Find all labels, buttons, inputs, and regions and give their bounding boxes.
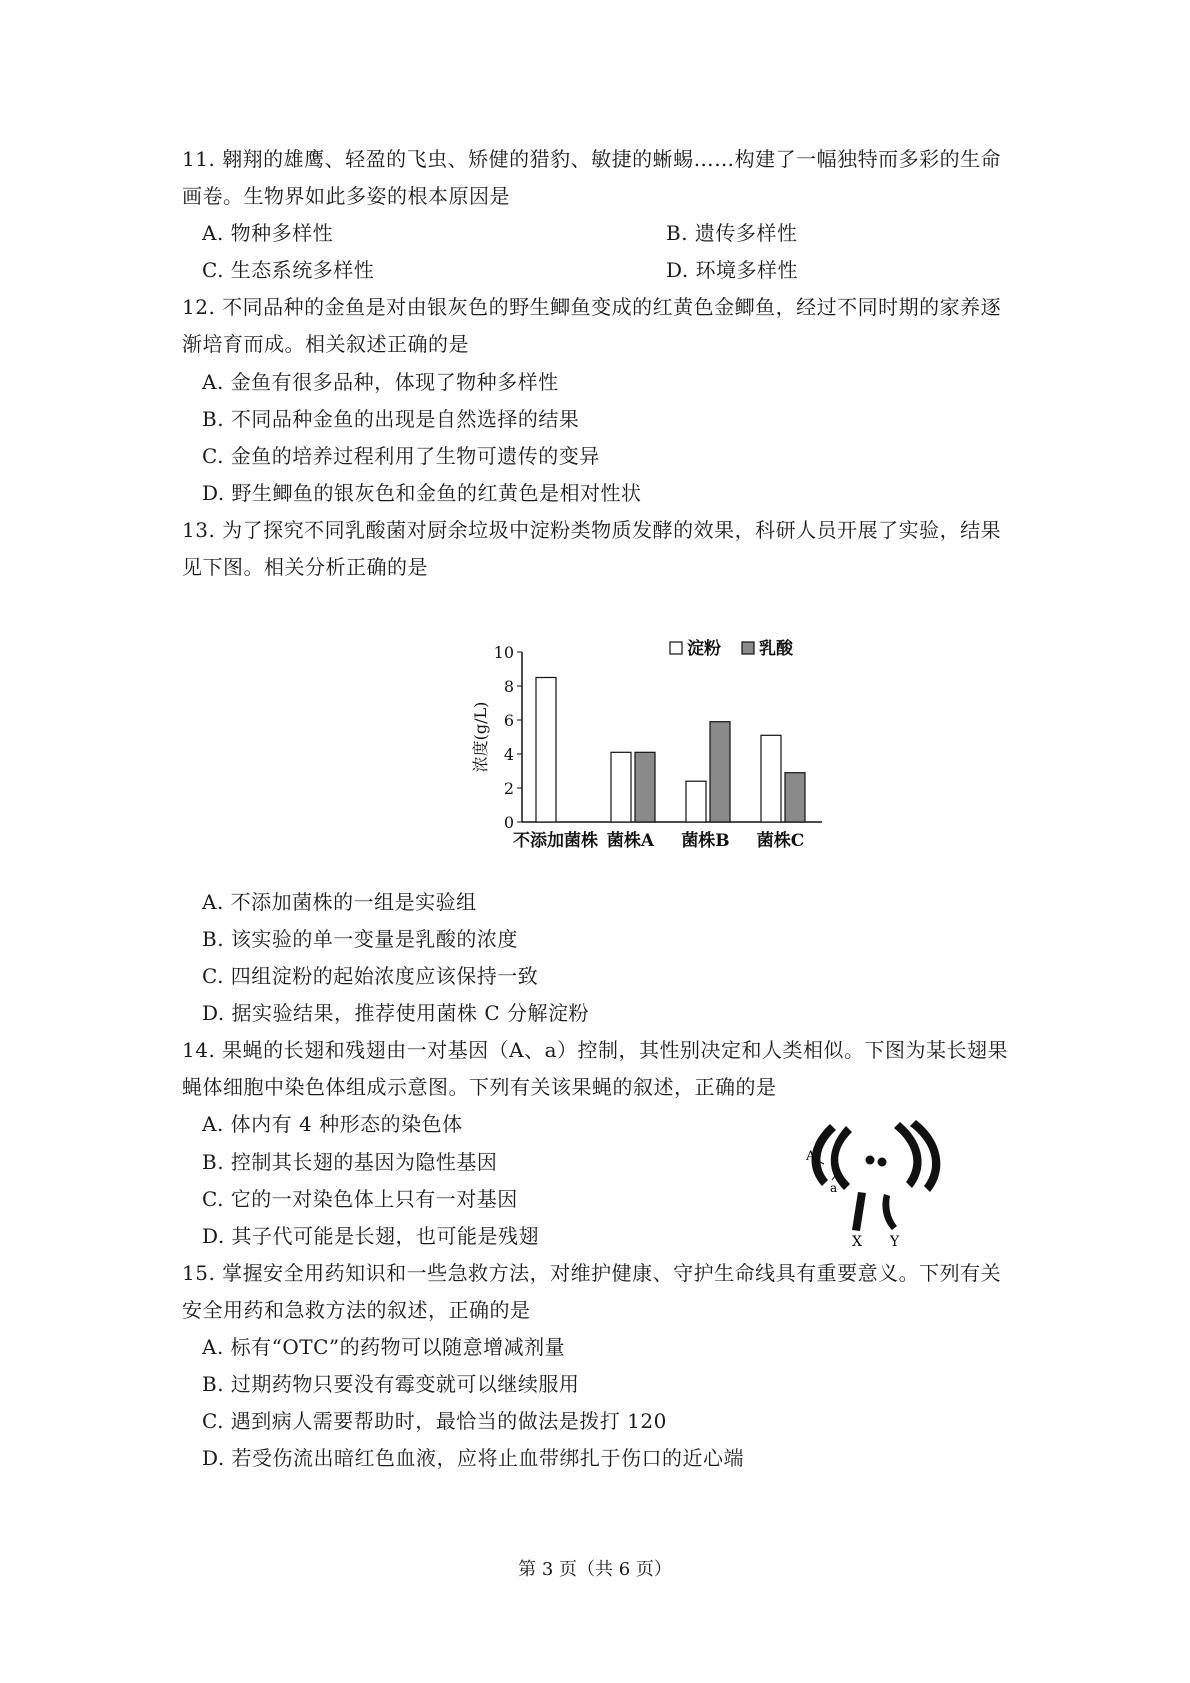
- question-14-option-a: A. 体内有 4 种形态的染色体: [202, 1112, 463, 1136]
- legend-label: 淀粉: [687, 639, 721, 659]
- question-12-option-c: C. 金鱼的培养过程利用了生物可遗传的变异: [202, 444, 600, 468]
- x-tick-label: 不添加菌株: [513, 831, 598, 851]
- y-tick-label: 6: [503, 711, 514, 730]
- bar-lactic-acid: [635, 752, 655, 822]
- chromosome-diagram: [800, 1110, 960, 1250]
- page-footer: 第 3 页（共 6 页）: [518, 1559, 672, 1580]
- question-15-stem-line-1: 15. 掌握安全用药知识和一些急救方法，对维护健康、守护生命线具有重要意义。下列有关: [182, 1261, 1002, 1285]
- question-13-stem-line-2: 见下图。相关分析正确的是: [182, 555, 428, 579]
- y-tick-label: 8: [503, 677, 514, 696]
- y-axis-label: 浓度(g/L): [471, 701, 490, 773]
- y-tick-label: 10: [493, 643, 514, 662]
- question-11-option-a: A. 物种多样性: [202, 221, 334, 245]
- question-12-option-a: A. 金鱼有很多品种，体现了物种多样性: [202, 370, 559, 394]
- chromosome-shape: [866, 1156, 875, 1165]
- question-14-option-c: C. 它的一对染色体上只有一对基因: [202, 1187, 518, 1211]
- question-15-option-d: D. 若受伤流出暗红色血液，应将止血带绑扎于伤口的近心端: [202, 1446, 745, 1470]
- question-11-option-c: C. 生态系统多样性: [202, 258, 375, 282]
- bar-chart-svg: [470, 632, 830, 862]
- question-13-stem-line-1: 13. 为了探究不同乳酸菌对厨余垃圾中淀粉类物质发酵的效果，科研人员开展了实验，结果: [182, 518, 1002, 542]
- bar-chart: [470, 632, 830, 862]
- question-12-option-d: D. 野生鲫鱼的银灰色和金鱼的红黄色是相对性状: [202, 481, 642, 505]
- x-tick-label: 菌株C: [756, 831, 805, 851]
- question-13-option-d: D. 据实验结果，推荐使用菌株 C 分解淀粉: [202, 1001, 590, 1025]
- bar-lactic-acid: [785, 773, 805, 822]
- question-14-stem-line-2: 蝇体细胞中染色体组成示意图。下列有关该果蝇的叙述，正确的是: [182, 1075, 777, 1099]
- question-13-option-b: B. 该实验的单一变量是乳酸的浓度: [202, 927, 518, 951]
- question-11-option-d: D. 环境多样性: [666, 258, 799, 282]
- chromosome-y-shape: [882, 1194, 897, 1230]
- gene-label-small-a: a: [830, 1181, 838, 1195]
- chromosome-diagram-svg: [800, 1110, 960, 1250]
- chromosome-shape: [878, 1158, 887, 1167]
- question-11-stem-line-2: 画卷。生物界如此多姿的根本原因是: [182, 184, 510, 208]
- question-14-option-b: B. 控制其长翅的基因为隐性基因: [202, 1150, 498, 1174]
- question-13-option-a: A. 不添加菌株的一组是实验组: [202, 890, 477, 914]
- bar-starch: [761, 735, 781, 822]
- y-tick-label: 0: [503, 813, 514, 832]
- legend-label: 乳酸: [759, 639, 793, 659]
- bar-starch: [686, 781, 706, 822]
- question-12-stem-line-1: 12. 不同品种的金鱼是对由银灰色的野生鲫鱼变成的红黄色金鲫鱼，经过不同时期的家养逐: [182, 295, 1002, 319]
- question-14-stem-line-1: 14. 果蝇的长翅和残翅由一对基因（A、a）控制，其性别决定和人类相似。下图为某长翅果: [182, 1038, 1009, 1062]
- question-15-stem-line-2: 安全用药和急救方法的叙述，正确的是: [182, 1298, 531, 1322]
- question-11-stem-line-1: 11. 翱翔的雄鹰、轻盈的飞虫、矫健的猎豹、敏捷的蜥蜴……构建了一幅独特而多彩的生命: [182, 147, 1002, 171]
- question-11-option-b: B. 遗传多样性: [666, 221, 798, 245]
- x-tick-label: 菌株A: [606, 831, 655, 851]
- chromosome-x-shape: [852, 1192, 866, 1231]
- bar-starch: [611, 752, 631, 822]
- question-13-option-c: C. 四组淀粉的起始浓度应该保持一致: [202, 964, 539, 988]
- question-15-option-a: A. 标有“OTC”的药物可以随意增减剂量: [202, 1335, 566, 1359]
- question-12-option-b: B. 不同品种金鱼的出现是自然选择的结果: [202, 407, 580, 431]
- question-15-option-b: B. 过期药物只要没有霉变就可以继续服用: [202, 1372, 580, 1396]
- sex-label-y: Y: [890, 1234, 900, 1250]
- legend-swatch: [670, 642, 682, 654]
- question-15-option-c: C. 遇到病人需要帮助时，最恰当的做法是拨打 120: [202, 1409, 667, 1433]
- question-12-stem-line-2: 渐培育而成。相关叙述正确的是: [182, 332, 469, 356]
- x-tick-label: 菌株B: [681, 831, 730, 851]
- legend-swatch: [742, 642, 754, 654]
- bar-starch: [536, 678, 556, 823]
- bar-lactic-acid: [710, 722, 730, 822]
- y-tick-label: 4: [503, 745, 514, 764]
- y-tick-label: 2: [503, 779, 514, 798]
- sex-label-x: X: [852, 1234, 862, 1250]
- question-14-option-d: D. 其子代可能是长翅，也可能是残翅: [202, 1224, 540, 1248]
- gene-label-big-a: A: [806, 1149, 816, 1164]
